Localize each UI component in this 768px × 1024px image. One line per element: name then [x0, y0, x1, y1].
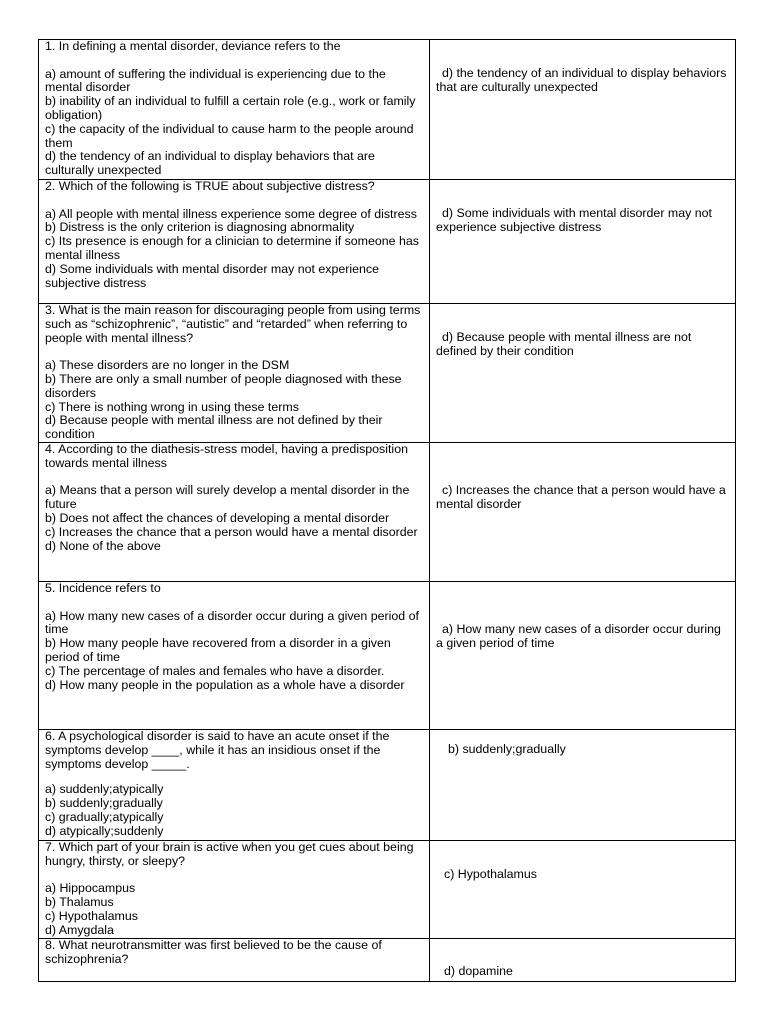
question-text: 7. Which part of your brain is active when you get cues about being hungry, thirsty, or sleepy?: [45, 840, 414, 868]
answer-text: b) suddenly;gradually: [448, 742, 566, 756]
answer-cell-2: [430, 180, 736, 304]
question-row-6: [39, 730, 736, 841]
option-a: a) Means that a person will surely develop a mental disorder in the future: [45, 483, 410, 512]
question-row-4: [39, 443, 736, 582]
answer-cell-7: [430, 841, 736, 939]
answer-text: d) Because people with mental illness are not defined by their condition: [436, 330, 692, 358]
answer-text: d) Some individuals with mental disorder may not experience subjective distress: [436, 206, 712, 234]
answer-text: c) Increases the chance that a person would have a mental disorder: [436, 483, 726, 511]
question-cell-6: [39, 730, 430, 841]
question-text: 4. According to the diathesis-stress model, having a predisposition towards mental illness: [45, 442, 408, 470]
question-cell-5: [39, 582, 430, 730]
question-text: 6. A psychological disorder is said to have an acute onset if the symptoms develop ____, while it has an insidious onset if the symptoms develop _____.: [45, 729, 390, 771]
question-row-3: [39, 304, 736, 443]
question-row-2: [39, 180, 736, 304]
option-c: c) The percentage of males and females who have a disorder.: [45, 663, 385, 678]
question-cell-8: [39, 939, 430, 982]
question-row-7: [39, 841, 736, 939]
option-d: d) Amygdala: [45, 922, 114, 937]
option-b: b) There are only a small number of people diagnosed with these disorders: [45, 371, 402, 400]
option-c: c) There is nothing wrong in using these terms: [45, 399, 299, 414]
option-b: b) suddenly;gradually: [45, 796, 163, 811]
question-cell-1: [39, 40, 430, 180]
option-d: d) the tendency of an individual to display behaviors that are culturally unexpected: [45, 149, 375, 178]
question-text: 2. Which of the following is TRUE about subjective distress?: [45, 179, 375, 193]
answer-text: d) dopamine: [444, 964, 513, 978]
option-c: c) Its presence is enough for a clinician to determine if someone has mental illness: [45, 234, 419, 262]
question-row-1: [39, 40, 736, 180]
option-b: b) Thalamus: [45, 895, 114, 910]
answer-cell-6: [430, 730, 736, 841]
question-text: 5. Incidence refers to: [45, 581, 161, 595]
option-c: c) Hypothalamus: [45, 908, 138, 923]
option-c: c) Increases the chance that a person would have a mental disorder: [45, 524, 418, 539]
option-b: b) Distress is the only criterion is diagnosing abnormality: [45, 220, 355, 235]
option-d: d) Some individuals with mental disorder may not experience subjective distress: [45, 261, 380, 290]
question-row-5: [39, 582, 736, 730]
answer-cell-1: [430, 40, 736, 180]
answer-cell-8: [430, 939, 736, 982]
question-cell-4: [39, 443, 430, 582]
option-b: b) inability of an individual to fulfill a certain role (e.g., work or family obligation): [45, 94, 416, 122]
option-d: d) Because people with mental illness are not defined by their condition: [45, 413, 383, 442]
question-cell-2: [39, 180, 430, 304]
option-a: a) How many new cases of a disorder occur during a given period of time: [45, 608, 419, 637]
option-b: b) Does not affect the chances of developing a mental disorder: [45, 510, 390, 525]
option-c: c) the capacity of the individual to cause harm to the people around them: [45, 121, 414, 150]
option-a: a) All people with mental illness experience some degree of distress: [45, 206, 417, 221]
question-text: 8. What neurotransmitter was first believed to be the cause of schizophrenia?: [45, 938, 382, 966]
option-a: a) Hippocampus: [45, 881, 136, 896]
option-b: b) How many people have recovered from a disorder in a given period of time: [45, 636, 391, 664]
answer-text: a) How many new cases of a disorder occur during a given period of time: [436, 622, 721, 650]
question-cell-3: [39, 304, 430, 443]
option-a: a) These disorders are no longer in the DSM: [45, 358, 290, 373]
option-d: d) atypically;suddenly: [45, 823, 164, 838]
answer-cell-4: [430, 443, 736, 582]
answer-text: d) the tendency of an individual to display behaviors that are culturally unexpected: [436, 66, 727, 94]
quiz-table: [38, 39, 736, 982]
answer-text: c) Hypothalamus: [444, 867, 537, 881]
question-text: 1. In defining a mental disorder, deviance refers to the: [45, 39, 341, 53]
question-text: 3. What is the main reason for discouraging people from using terms such as “schizophrenic”, “autistic” and “retarded” when referring to people with mental illness?: [45, 303, 421, 345]
option-d: d) How many people in the population as a whole have a disorder: [45, 677, 405, 692]
option-a: a) amount of suffering the individual is experiencing due to the mental disorder: [45, 66, 386, 95]
option-d: d) None of the above: [45, 538, 161, 553]
option-a: a) suddenly;atypically: [45, 782, 164, 797]
question-row-8: [39, 939, 736, 982]
question-cell-7: [39, 841, 430, 939]
answer-cell-3: [430, 304, 736, 443]
answer-cell-5: [430, 582, 736, 730]
option-c: c) gradually;atypically: [45, 809, 164, 824]
